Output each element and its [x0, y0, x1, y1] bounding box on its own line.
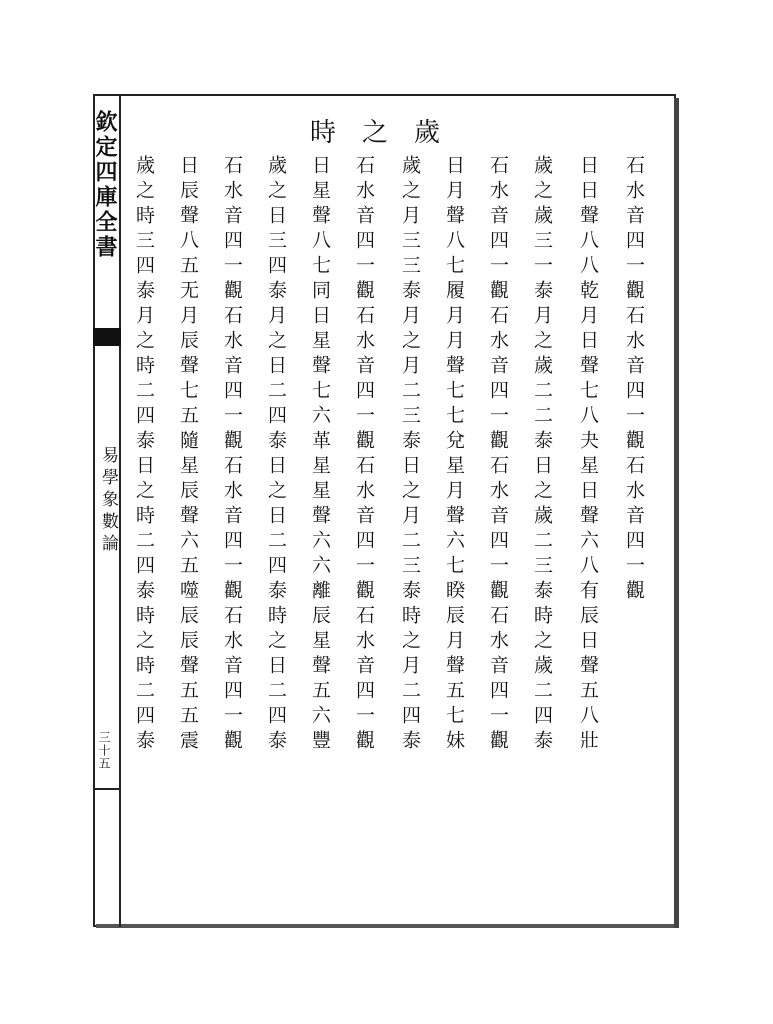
frame-shadow-right [674, 98, 679, 928]
text-column-10: 石水音四一觀石水音四一觀石水音四一觀石水音四一觀 [221, 155, 243, 755]
text-column-7: 石水音四一觀石水音四一觀石水音四一觀石水音四一觀 [353, 155, 375, 755]
text-column-2: 日日聲八八乾月日聲七八夬星日聲六八有辰日聲五八壯 [577, 155, 599, 755]
text-column-9: 歲之日三四泰月之日二四泰日之日二四泰時之日二四泰 [265, 155, 287, 755]
text-column-3: 歲之歲三一泰月之歲二二泰日之歲二三泰時之歲二四泰 [531, 155, 553, 755]
text-column-1: 石水音四一觀石水音四一觀石水音四一觀 [623, 155, 645, 605]
spine-divider [93, 788, 121, 790]
spine-fishtail-mark [93, 328, 121, 346]
text-column-5: 日月聲八七履月月聲七七兌星月聲六七睽辰月聲五七妹 [443, 155, 465, 755]
spine-title: 欽定四庫全書 [92, 110, 118, 260]
text-column-8: 日星聲八七同日星聲七六革星星聲六六離辰星聲五六豐 [309, 155, 331, 755]
spine-book-title: 易學象數論 [98, 446, 118, 556]
text-column-11: 日辰聲八五无月辰聲七五隨星辰聲六五噬辰辰聲五五震 [177, 155, 199, 755]
spine-page-number: 三十五 [97, 731, 111, 770]
text-column-4: 石水音四一觀石水音四一觀石水音四一觀石水音四一觀 [487, 155, 509, 755]
section-heading: 時之歲 [310, 118, 467, 148]
text-column-12: 歲之時三四泰月之時二四泰日之時二四泰時之時二四泰 [133, 155, 155, 755]
text-column-6: 歲之月三三泰月之月二三泰日之月二三泰時之月二四泰 [399, 155, 421, 755]
